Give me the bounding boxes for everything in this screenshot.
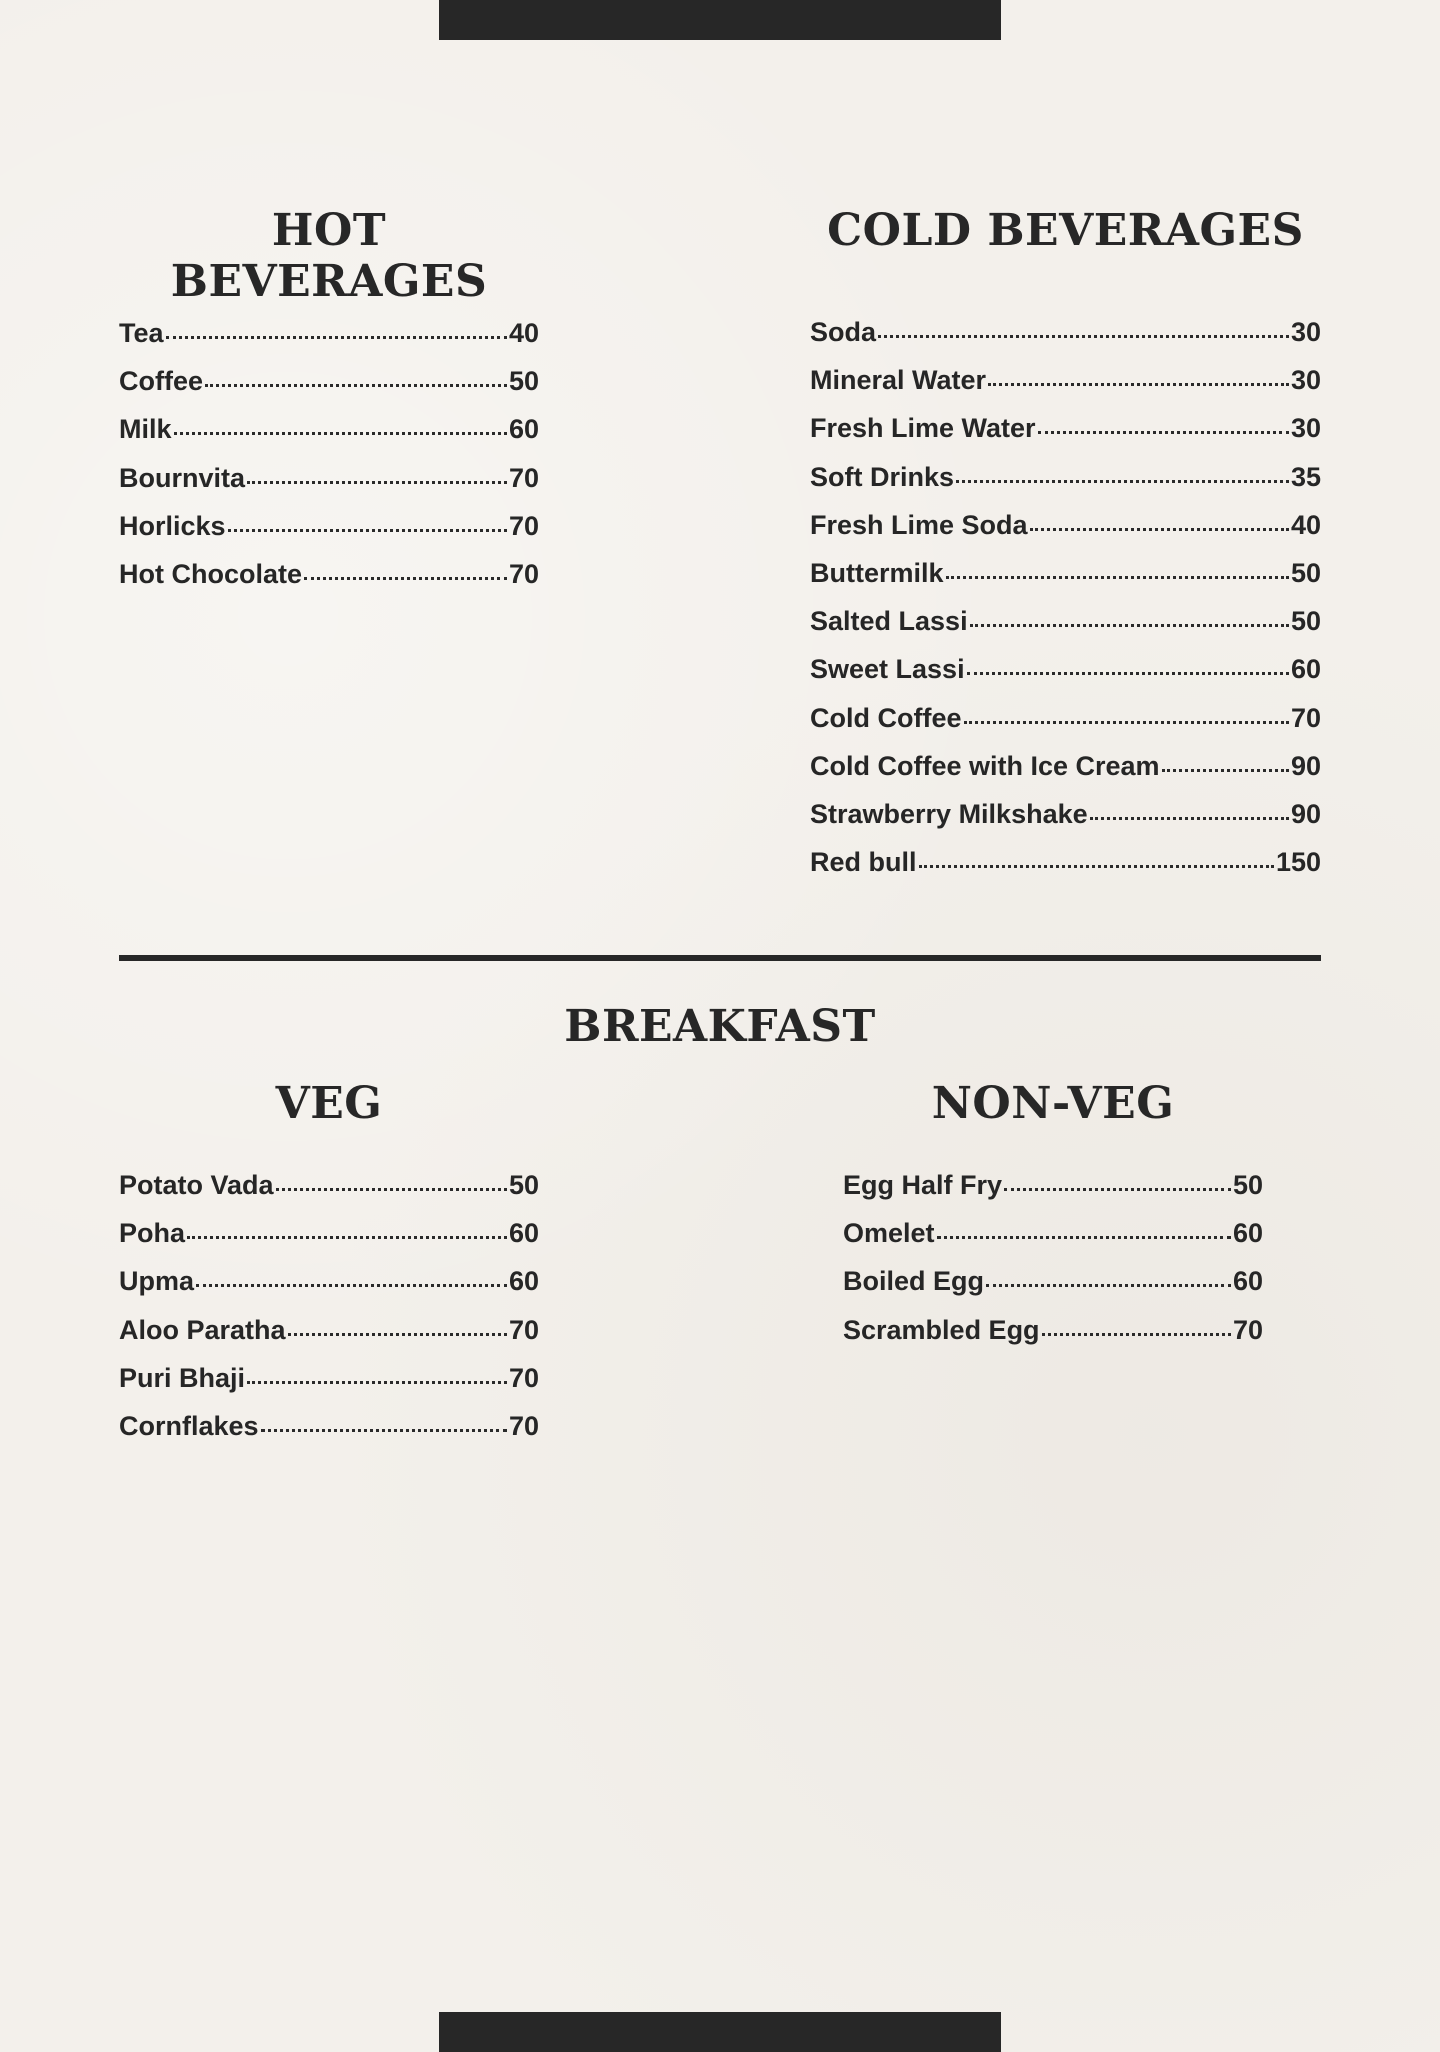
menu-item-price: 50 bbox=[1290, 606, 1321, 637]
menu-item bbox=[119, 1266, 539, 1314]
dot-leader bbox=[1042, 1333, 1231, 1336]
menu-item-price: 50 bbox=[1232, 1170, 1263, 1200]
menu-item-price: 50 bbox=[508, 366, 539, 397]
menu-item-price: 30 bbox=[1290, 413, 1321, 444]
menu-item-name: Soda bbox=[810, 317, 877, 347]
cold-beverages-title: COLD BEVERAGES bbox=[827, 205, 1304, 256]
menu-item bbox=[119, 1170, 539, 1218]
menu-item-name: Fresh Lime Soda bbox=[810, 509, 1028, 540]
menu-item-name: Bournvita bbox=[119, 462, 246, 493]
menu-item bbox=[119, 1411, 539, 1459]
menu-item-name: Milk bbox=[119, 414, 172, 445]
menu-item-name: Omelet bbox=[843, 1218, 935, 1249]
menu-item-price: 35 bbox=[1290, 461, 1321, 492]
menu-item-name: Soft Drinks bbox=[810, 461, 955, 492]
menu-item-name: Upma bbox=[119, 1266, 195, 1297]
menu-item-price: 60 bbox=[508, 1266, 539, 1297]
dot-leader bbox=[247, 481, 507, 484]
menu-item-price: 70 bbox=[1290, 702, 1321, 733]
menu-item bbox=[810, 654, 1321, 702]
menu-item bbox=[810, 558, 1321, 606]
dot-leader bbox=[878, 335, 1289, 338]
menu-item-name: Scrambled Egg bbox=[843, 1314, 1040, 1345]
hot-beverages-list bbox=[119, 318, 539, 607]
veg-list bbox=[119, 1170, 539, 1459]
veg-title: VEG bbox=[275, 1078, 383, 1129]
menu-item-price: 60 bbox=[1232, 1218, 1263, 1249]
bottom-decorative-bar bbox=[439, 2012, 1001, 2052]
dot-leader bbox=[988, 383, 1289, 386]
menu-item-name: Hot Chocolate bbox=[119, 558, 303, 589]
menu-item-name: Poha bbox=[119, 1218, 186, 1249]
menu-item-price: 70 bbox=[508, 558, 539, 589]
menu-item-price: 70 bbox=[508, 1410, 539, 1441]
menu-item-name: Red bull bbox=[810, 847, 917, 878]
menu-item bbox=[810, 462, 1321, 510]
menu-item-price: 150 bbox=[1275, 847, 1321, 878]
dot-leader bbox=[288, 1333, 507, 1336]
menu-item-name: Egg Half Fry bbox=[843, 1170, 1003, 1200]
menu-item bbox=[119, 463, 539, 511]
top-decorative-bar bbox=[439, 0, 1001, 40]
menu-item-name: Mineral Water bbox=[810, 365, 987, 396]
menu-item-price: 50 bbox=[1290, 557, 1321, 588]
menu-item bbox=[843, 1218, 1263, 1266]
cold-beverages-list bbox=[810, 317, 1321, 895]
dot-leader bbox=[986, 1284, 1231, 1287]
menu-item-name: Cornflakes bbox=[119, 1410, 259, 1441]
menu-item bbox=[810, 413, 1321, 461]
menu-item-name: Horlicks bbox=[119, 510, 226, 541]
menu-item-name: Tea bbox=[119, 318, 164, 348]
menu-item bbox=[119, 559, 539, 607]
menu-item-name: Cold Coffee bbox=[810, 702, 962, 733]
dot-leader bbox=[1004, 1188, 1231, 1191]
dot-leader bbox=[187, 1236, 507, 1239]
menu-item-price: 40 bbox=[508, 318, 539, 348]
menu-item-price: 50 bbox=[508, 1170, 539, 1200]
dot-leader bbox=[166, 336, 507, 339]
menu-item bbox=[119, 366, 539, 414]
dot-leader bbox=[919, 865, 1274, 868]
menu-item-price: 60 bbox=[508, 414, 539, 445]
menu-item-price: 90 bbox=[1290, 750, 1321, 781]
non-veg-title: NON-VEG bbox=[931, 1078, 1175, 1129]
breakfast-title: BREAKFAST bbox=[564, 1001, 876, 1052]
dot-leader bbox=[937, 1236, 1231, 1239]
hot-beverages-title: HOT BEVERAGES bbox=[170, 205, 488, 307]
menu-item-name: Cold Coffee with Ice Cream bbox=[810, 750, 1160, 781]
menu-item-price: 60 bbox=[1290, 654, 1321, 685]
menu-item bbox=[119, 1315, 539, 1363]
dot-leader bbox=[946, 576, 1289, 579]
dot-leader bbox=[247, 1381, 507, 1384]
dot-leader bbox=[1162, 769, 1289, 772]
menu-item bbox=[810, 847, 1321, 895]
non-veg-list bbox=[843, 1170, 1263, 1363]
menu-item bbox=[843, 1315, 1263, 1363]
menu-item bbox=[810, 606, 1321, 654]
menu-item-name: Fresh Lime Water bbox=[810, 413, 1036, 444]
menu-item-price: 70 bbox=[508, 1362, 539, 1393]
menu-item bbox=[119, 1363, 539, 1411]
menu-item-price: 40 bbox=[1290, 509, 1321, 540]
menu-item bbox=[810, 317, 1321, 365]
menu-item-name: Puri Bhaji bbox=[119, 1362, 246, 1393]
menu-item-name: Aloo Paratha bbox=[119, 1314, 286, 1345]
dot-leader bbox=[276, 1188, 507, 1191]
menu-item-price: 70 bbox=[508, 462, 539, 493]
dot-leader bbox=[970, 624, 1289, 627]
menu-item-name: Potato Vada bbox=[119, 1170, 274, 1200]
menu-item-price: 70 bbox=[508, 1314, 539, 1345]
dot-leader bbox=[261, 1429, 507, 1432]
dot-leader bbox=[196, 1284, 507, 1287]
menu-item bbox=[843, 1266, 1263, 1314]
dot-leader bbox=[228, 529, 507, 532]
menu-item bbox=[119, 1218, 539, 1266]
menu-item-name: Strawberry Milkshake bbox=[810, 798, 1088, 829]
menu-item-price: 30 bbox=[1290, 317, 1321, 347]
menu-item-name: Sweet Lassi bbox=[810, 654, 965, 685]
dot-leader bbox=[956, 480, 1289, 483]
menu-item-price: 60 bbox=[508, 1218, 539, 1249]
dot-leader bbox=[1090, 817, 1289, 820]
dot-leader bbox=[964, 721, 1289, 724]
menu-item-price: 70 bbox=[508, 510, 539, 541]
menu-item bbox=[810, 703, 1321, 751]
menu-item bbox=[119, 511, 539, 559]
dot-leader bbox=[205, 384, 507, 387]
dot-leader bbox=[304, 577, 507, 580]
menu-item-name: Coffee bbox=[119, 366, 204, 397]
menu-item-price: 90 bbox=[1290, 798, 1321, 829]
menu-item-price: 30 bbox=[1290, 365, 1321, 396]
menu-item bbox=[119, 318, 539, 366]
menu-item-name: Buttermilk bbox=[810, 557, 944, 588]
menu-item bbox=[810, 751, 1321, 799]
menu-item-name: Boiled Egg bbox=[843, 1266, 984, 1297]
menu-item bbox=[119, 414, 539, 462]
section-divider bbox=[119, 955, 1321, 961]
dot-leader bbox=[967, 672, 1289, 675]
dot-leader bbox=[1038, 431, 1289, 434]
menu-item bbox=[810, 365, 1321, 413]
menu-item bbox=[810, 799, 1321, 847]
dot-leader bbox=[1030, 528, 1289, 531]
menu-item-price: 70 bbox=[1232, 1314, 1263, 1345]
menu-item-price: 60 bbox=[1232, 1266, 1263, 1297]
menu-item bbox=[843, 1170, 1263, 1218]
menu-item bbox=[810, 510, 1321, 558]
menu-item-name: Salted Lassi bbox=[810, 606, 968, 637]
dot-leader bbox=[174, 432, 507, 435]
